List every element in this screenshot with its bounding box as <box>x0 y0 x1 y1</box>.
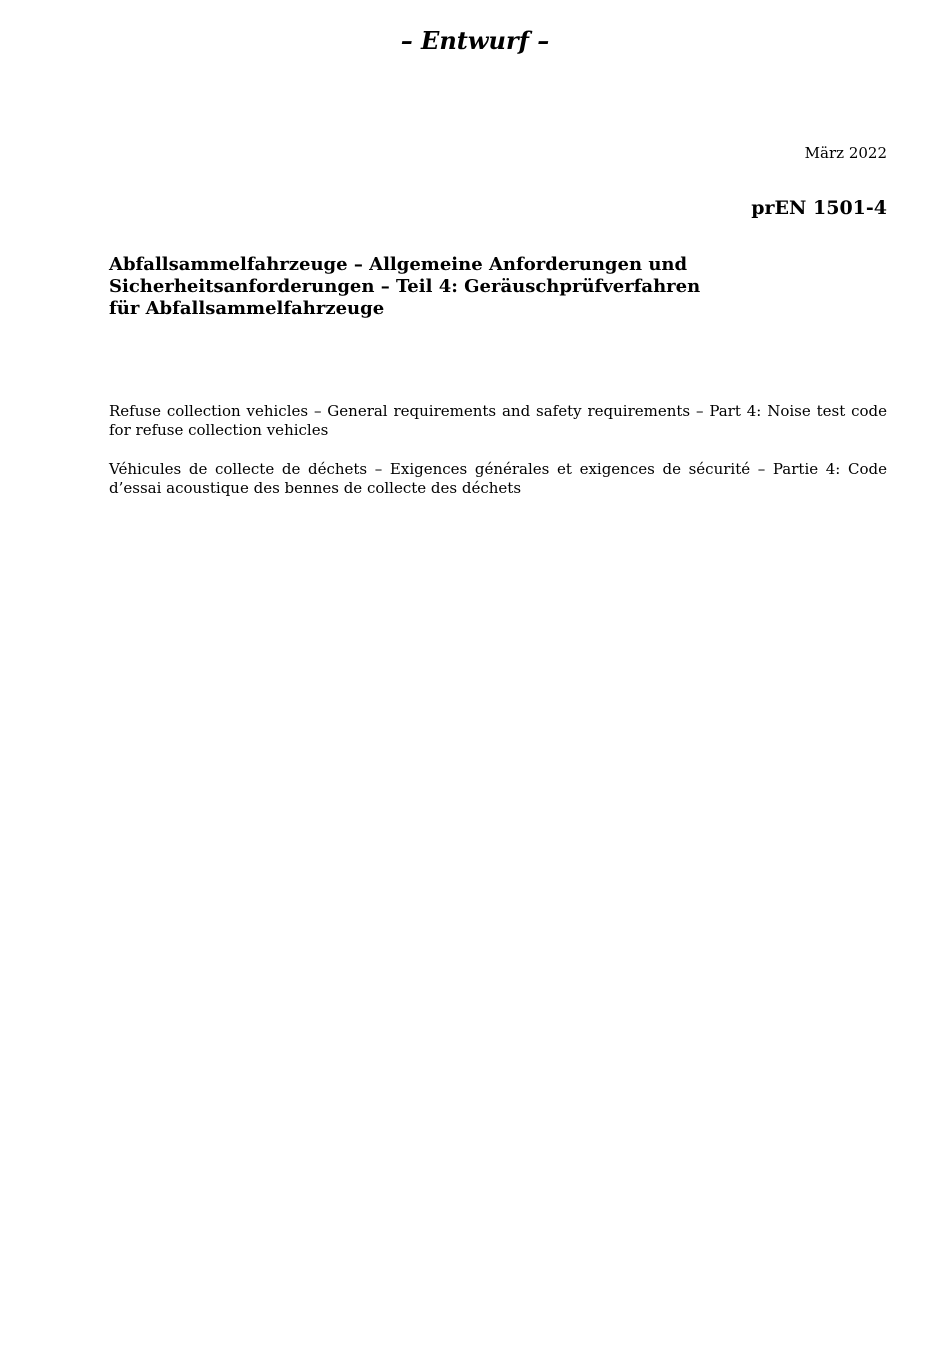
french-title: Véhicules de collecte de déchets – Exigences générales et exigences de sécurité – Partie 4: Code d’essai acoustique des bennes de collecte des déchets <box>109 460 887 497</box>
draft-watermark-heading: – Entwurf – <box>400 26 550 55</box>
english-title: Refuse collection vehicles – General requirements and safety requirements – Part 4: Noise test code for refuse collection vehicles <box>109 402 887 439</box>
document-number: prEN 1501-4 <box>751 197 887 219</box>
german-title: Abfallsammelfahrzeuge – Allgemeine Anforderungen und Sicherheitsanforderungen – Teil 4: Geräuschprüfverfahren für Abfallsammelfahrzeuge <box>109 254 701 319</box>
publication-date: März 2022 <box>804 144 887 162</box>
